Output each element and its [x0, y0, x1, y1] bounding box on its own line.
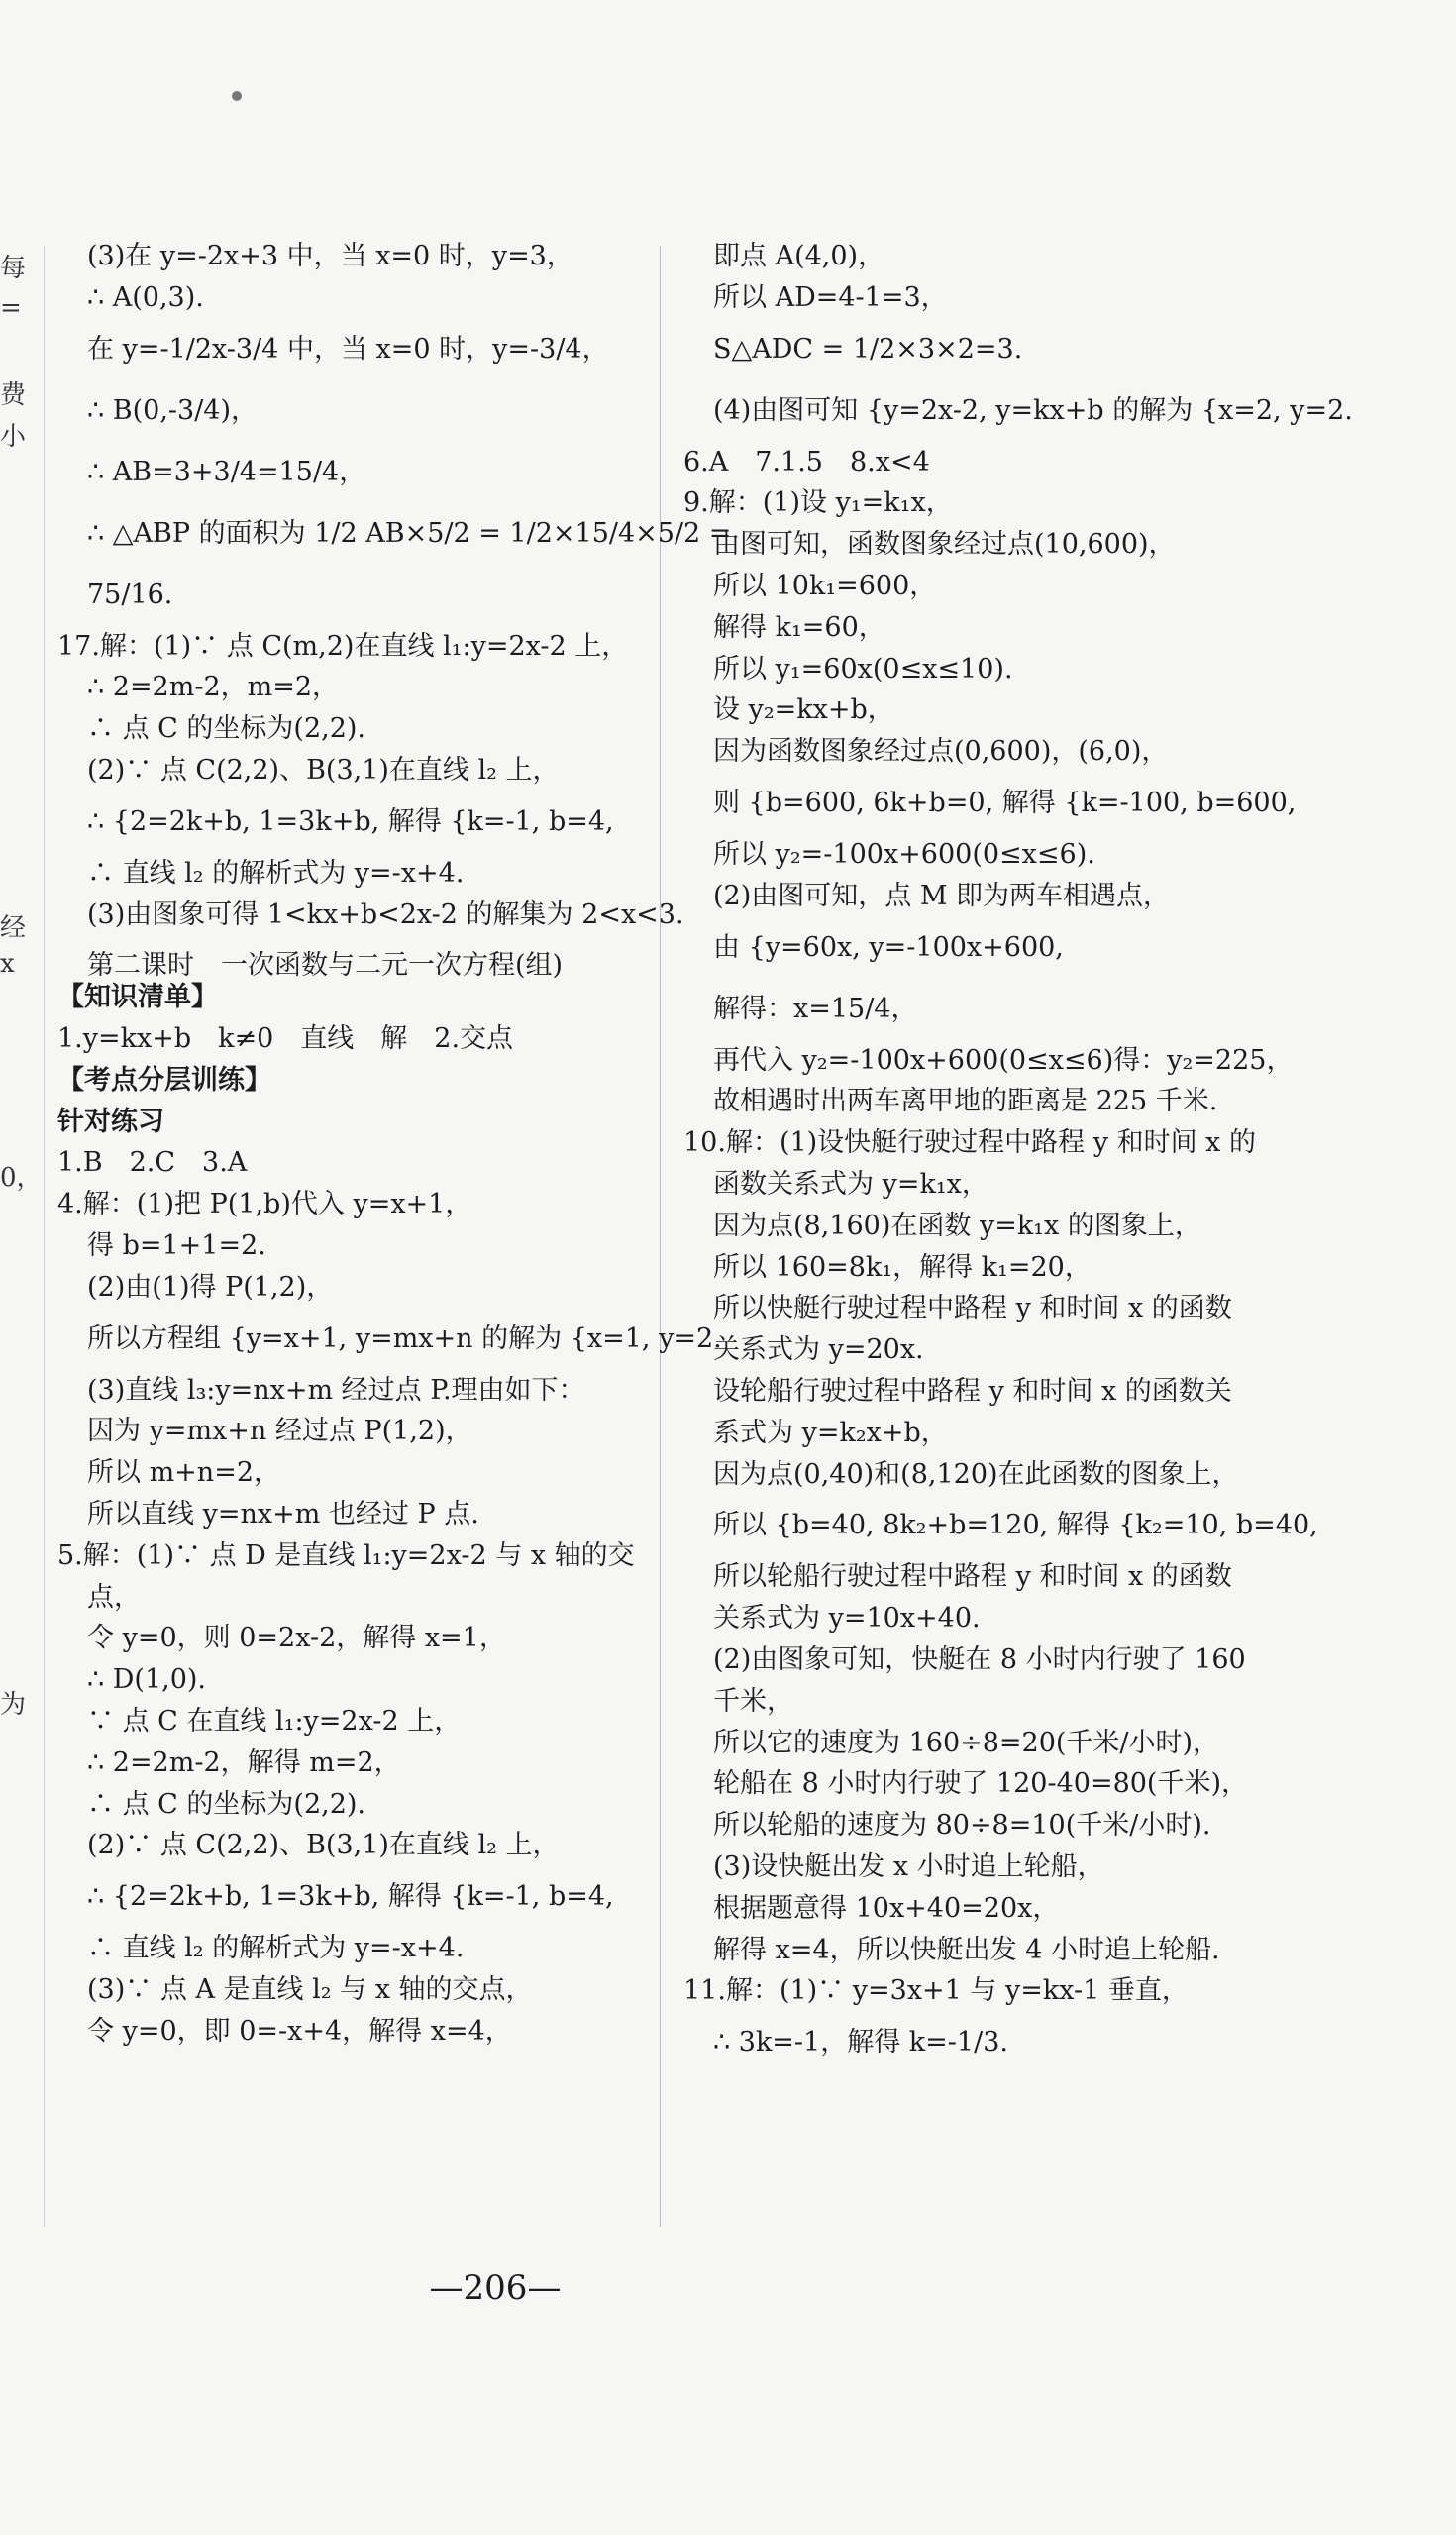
left-margin-rule [44, 246, 45, 2227]
solution-line: 在 y=-1/2x-3/4 中，当 x=0 时，y=-3/4， [87, 333, 609, 365]
edge-fragment: x [0, 949, 15, 979]
solution-line: 再代入 y₂=-100x+600(0≤x≤6)得：y₂=225， [713, 1044, 1294, 1076]
solution-line: 函数关系式为 y=k₁x， [713, 1168, 988, 1200]
solution-line: 75/16. [87, 579, 173, 610]
solution-line: (2)∵ 点 C(2,2)、B(3,1)在直线 l₂ 上， [87, 1830, 560, 1861]
solution-line: 解得：x=15/4， [713, 993, 918, 1024]
solution-line: ∴ B(0,-3/4)， [87, 394, 259, 426]
solution-line: (2)由(1)得 P(1,2)， [87, 1271, 334, 1303]
solution-line: (3)直线 l₃:y=nx+m 经过点 P.理由如下： [87, 1374, 585, 1406]
solution-line: ∴ 2=2m-2，解得 m=2， [87, 1746, 401, 1778]
solution-line: 因为 y=mx+n 经过点 P(1,2)， [87, 1416, 472, 1447]
solution-line: 千米， [713, 1685, 793, 1717]
solution-line: 轮船在 8 小时内行驶了 120-40=80(千米)， [713, 1768, 1248, 1800]
equation-system: ∴ {2=2k+b, 1=3k+b, 解得 {k=-1, b=4, [87, 805, 614, 837]
answer-line: 6.A 7.1.5 8.x<4 [683, 446, 930, 477]
right-column [683, 236, 1397, 2073]
solution-line: ∴ 点 C 的坐标为(2,2). [87, 713, 365, 745]
solution-line: 设轮船行驶过程中路程 y 和时间 x 的函数关 [713, 1375, 1232, 1407]
solution-line: 设 y₂=kx+b， [713, 694, 894, 726]
edge-fragment: 经 [0, 913, 27, 943]
problem-4: 4.解：(1)把 P(1,b)代入 y=x+1， [57, 1189, 472, 1220]
equation-system: ∴ {2=2k+b, 1=3k+b, 解得 {k=-1, b=4, [87, 1881, 614, 1913]
solution-line: S△ADC = 1/2×3×2=3. [713, 333, 1023, 365]
problem-17: 17.解：(1)∵ 点 C(m,2)在直线 l₁:y=2x-2 上， [57, 630, 629, 662]
problem-11: 11.解：(1)∵ y=3x+1 与 y=kx-1 垂直， [683, 1975, 1189, 2007]
solution-line: ∵ 点 C 在直线 l₁:y=2x-2 上， [87, 1705, 462, 1737]
lesson-heading: 第二课时 一次函数与二元一次方程(组) [86, 950, 564, 982]
solution-line: ∴ 3k=-1，解得 k=-1/3. [713, 2027, 1008, 2059]
ink-dot [232, 91, 242, 101]
section-heading: 【考点分层训练】 [57, 1064, 271, 1096]
solution-line: 因为点(0,40)和(8,120)在此函数的图象上， [713, 1458, 1239, 1490]
solution-line: 因为函数图象经过点(0,600)，(6,0)， [713, 736, 1169, 768]
solution-line: ∴ D(1,0). [87, 1664, 206, 1696]
left-column [57, 236, 732, 2053]
solution-line: (2)由图象可知，快艇在 8 小时内行驶了 160 [713, 1643, 1246, 1675]
edge-fragment: 为 [0, 1690, 27, 1720]
problem-10: 10.解：(1)设快艇行驶过程中路程 y 和时间 x 的 [683, 1127, 1256, 1159]
solution-line: 令 y=0，即 0=-x+4，解得 x=4， [87, 2015, 512, 2047]
solution-line: 关系式为 y=20x. [713, 1334, 924, 1366]
solution-line: 点， [87, 1581, 141, 1613]
solution-line: 故相遇时出两车离甲地的距离是 225 千米. [713, 1086, 1218, 1117]
solution-line: 所以 AD=4-1=3， [713, 281, 948, 313]
solution-line: 所以 10k₁=600， [713, 570, 937, 601]
equation-system: 则 {b=600, 6k+b=0, 解得 {k=-100, b=600, [713, 787, 1297, 818]
equation-system: 所以 {b=40, 8k₂+b=120, 解得 {k₂=10, b=40, [713, 1510, 1318, 1541]
solution-line: 即点 A(4,0)， [713, 241, 885, 271]
answer-line: 1.y=kx+b k≠0 直线 解 2.交点 [57, 1022, 514, 1054]
solution-line: (2)由图可知，点 M 即为两车相遇点， [713, 880, 1171, 911]
solution-line: 解得 x=4，所以快艇出发 4 小时追上轮船. [713, 1934, 1220, 1965]
solution-line: ∴ 2=2m-2，m=2， [87, 672, 340, 703]
equation-system: (4)由图可知 {y=2x-2, y=kx+b 的解为 {x=2, y=2. [713, 394, 1353, 426]
solution-line: 所以 160=8k₁，解得 k₁=20， [713, 1251, 1092, 1283]
solution-line: ∴ 直线 l₂ 的解析式为 y=-x+4. [87, 1933, 465, 1964]
solution-line: (2)∵ 点 C(2,2)、B(3,1)在直线 l₂ 上， [87, 754, 560, 786]
section-heading: 【知识清单】 [57, 982, 218, 1013]
solution-line: 所以直线 y=nx+m 也经过 P 点. [87, 1498, 479, 1530]
solution-line: ∴ △ABP 的面积为 1/2 AB×5/2 = 1/2×15/4×5/2 = [87, 517, 732, 549]
edge-fragment: 0， [0, 1163, 43, 1193]
edge-fragment: = [0, 293, 22, 323]
solution-line: 所以 y₂=-100x+600(0≤x≤6). [713, 838, 1095, 870]
subsection-heading: 针对练习 [57, 1106, 164, 1137]
solution-line: 解得 k₁=60， [713, 611, 885, 643]
solution-line: 所以 y₁=60x(0≤x≤10). [713, 653, 1013, 685]
solution-line: 关系式为 y=10x+40. [713, 1603, 981, 1635]
solution-line: 所以它的速度为 160÷8=20(千米/小时)， [713, 1727, 1220, 1758]
solution-line: ∴ AB=3+3/4=15/4， [87, 456, 366, 487]
solution-line: (3)∵ 点 A 是直线 l₂ 与 x 轴的交点， [87, 1973, 533, 2005]
solution-line: 得 b=1+1=2. [87, 1229, 266, 1261]
solution-line: 根据题意得 10x+40=20x， [713, 1892, 1060, 1924]
solution-line: (3)由图象可得 1<kx+b<2x-2 的解集为 2<x<3. [87, 898, 684, 930]
equation-system: 所以方程组 {y=x+1, y=mx+n 的解为 {x=1, y=2. [87, 1322, 722, 1354]
solution-line: ∴ A(0,3). [87, 281, 204, 313]
solution-line: 所以轮船的速度为 80÷8=10(千米/小时). [713, 1810, 1211, 1842]
solution-line: 所以快艇行驶过程中路程 y 和时间 x 的函数 [713, 1293, 1232, 1324]
edge-fragment: 费 [0, 380, 27, 410]
solution-line: 系式为 y=k₂x+b， [713, 1417, 948, 1448]
solution-line: 由图可知，函数图象经过点(10,600)， [713, 529, 1176, 561]
solution-line: 令 y=0，则 0=2x-2，解得 x=1， [87, 1623, 506, 1654]
edge-fragment: 每 [0, 254, 27, 283]
equation-system: 由 {y=60x, y=-100x+600, [713, 931, 1064, 963]
problem-5: 5.解：(1)∵ 点 D 是直线 l₁:y=2x-2 与 x 轴的交 [57, 1539, 635, 1571]
solution-line: 所以 m+n=2， [87, 1457, 280, 1489]
problem-9: 9.解：(1)设 y₁=k₁x， [683, 487, 953, 519]
solution-line: 所以轮船行驶过程中路程 y 和时间 x 的函数 [713, 1561, 1232, 1593]
solution-line: (3)设快艇出发 x 小时追上轮船， [713, 1850, 1104, 1882]
answer-line: 1.B 2.C 3.A [57, 1147, 248, 1179]
solution-line: ∴ 直线 l₂ 的解析式为 y=-x+4. [87, 857, 465, 889]
edge-fragment: 小 [0, 422, 27, 452]
solution-line: ∴ 点 C 的坐标为(2,2). [87, 1788, 365, 1820]
solution-line: 因为点(8,160)在函数 y=k₁x 的图象上， [713, 1210, 1201, 1241]
solution-line: (3)在 y=-2x+3 中，当 x=0 时，y=3， [87, 241, 573, 271]
page-number: —206— [429, 2269, 562, 2308]
